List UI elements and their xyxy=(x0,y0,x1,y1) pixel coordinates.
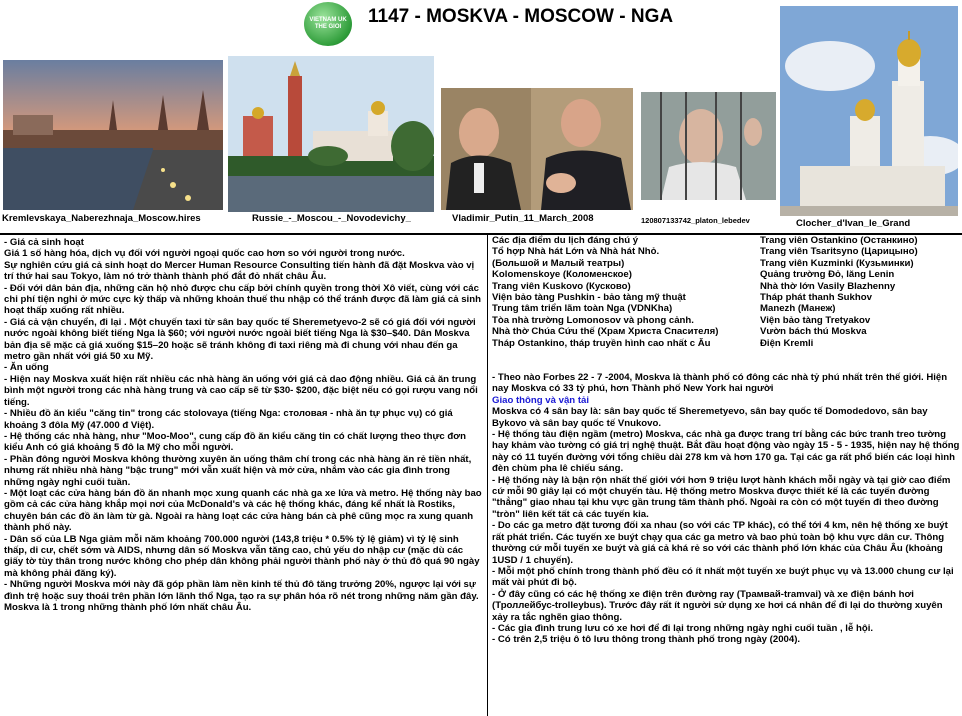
section-heading-transport: Giao thông và vận tải xyxy=(492,394,590,406)
sight-item: Trang viên Kuskovo (Кусково) xyxy=(492,280,631,292)
sight-item: Tổ hợp Nhà hát Lớn và Nhà hát Nhỏ. xyxy=(492,246,660,258)
left-paragraph: - Những người Moskva mới này đã góp phần làm nền kinh tế thủ đô tăng trưởng 20%, ngược lại với sự đình trệ hoặc suy thoái trên phần lớn lãnh thổ Nga, tạo ra sự phân hóa rõ nét trong những năm gần đây. Moskva là 1 trong những thành phố lớn nhất châu Âu. xyxy=(4,579,479,613)
right-paragraph: - Các gia đình trung lưu có xe hơi để đi lại trong những ngày nghỉ cuối tuần , lễ hội. xyxy=(492,622,874,634)
left-paragraph: - Giá cả vận chuyển, đi lại . Một chuyến taxi từ sân bay quốc tế Sheremetyevo-2 sẽ có giá đối với người nước ngoài không biết tiếng Nga là $60; với người nước ngoài biết tiếng Nga là $30–$40. Dân Moskva bản địa sẽ mặc cả giá xuống $15–20 hoặc sẽ tránh không đi taxi riêng mà đi chung với nhau đến ga metro gần nhất với giá 50 xu Mỹ. xyxy=(4,316,476,363)
logo-text-bottom: THE GIOI xyxy=(314,24,342,30)
sight-item: Viện bảo tàng Pushkin - bảo tàng mỹ thuật xyxy=(492,292,686,304)
right-paragraph: - Hệ thống tàu điện ngầm (metro) Moskva, các nhà ga được trang trí bằng các bức tranh treo tường hay khảm vào tường có giá trị nghệ thuật. Bắt đầu hoạt động vào ngày 15 - 5 - 1935, hiện nay hệ thống này có 11 tuyến đường với tổng chiều dài 278 km và hơn 170 ga. Tại các ga rất phổ biến các loại hình đèn chùm pha lê chiếu sáng. xyxy=(492,429,960,475)
sights-list-left xyxy=(492,235,754,349)
left-paragraph: - Một loạt các cửa hàng bán đồ ăn nhanh mọc xung quanh các nhà ga xe lửa và metro. Hệ thống này bao gồm cả các cửa hàng khắp mọi nơi của McDonald's và các hệ thống khác, đáng kể nhất là Rostiks, chuyên bán các đồ ăn làm từ gà. Ngoài ra hàng loạt các cửa hàng bán cà phê cũng mọc ra xung quanh thành phố này. xyxy=(4,487,482,534)
right-paragraph: - Do các ga metro đặt tương đối xa nhau (so với các TP khác), có thể tới 4 km, nên hệ thống xe buýt rất phát triển. Các tuyến xe buýt chạy qua các ga metro và bao phủ toàn bộ khu vực dân cư. Thông thường cứ mỗi tuyến xe buýt và giá cả khá rẻ so với các thành phố lớn khác của Châu Âu (khoảng 1USD / 1 chuyến). xyxy=(492,520,948,566)
left-paragraph: - Đối với dân bản địa, những căn hộ nhỏ được chu cấp bởi chính quyền trong thời Xô viết, cùng với các chi phí tiện nghi ở mức cực kỳ thấp và những khoản thuế thu nhập có thể tránh được đã làm giá cả sinh hoạt thấp xuống rất nhiều. xyxy=(4,282,481,317)
right-paragraph: - Theo nào Forbes 22 - 7 -2004, Moskva là thành phố có đông các nhà tỷ phú nhất trên thế giới. Hiện nay Moskva có 33 tỷ phú, hơn Thành phố New York hai người xyxy=(492,372,948,395)
photo-kremlin-embankment xyxy=(3,60,223,210)
sight-item: Điện Kremli xyxy=(760,337,814,349)
left-paragraph: - Nhiều đồ ăn kiểu "căng tin" trong các stolovaya (tiếng Nga: столовая - nhà ăn tự phục vụ) có giá khoảng 3 đôla Mỹ (47.000 đ Việt). xyxy=(4,408,453,431)
right-column xyxy=(492,372,960,646)
right-paragraph: - Có trên 2,5 triệu ô tô lưu thông trong thành phố trong ngày (2004). xyxy=(492,634,801,646)
sight-item: Manezh (Манеж) xyxy=(760,303,836,315)
sight-item: Tháp phát thanh Sukhov xyxy=(760,292,872,304)
caption-photo-3: Vladimir_Putin_11_March_2008 xyxy=(452,213,594,224)
left-column xyxy=(4,237,482,613)
sight-item: Trang viên Tsaritsyno (Царицыно) xyxy=(760,246,918,258)
left-paragraph: - Ăn uống xyxy=(4,362,49,374)
left-paragraph: Sự nghiên cứu giá cả sinh hoạt do Mercer Human Resource Consulting tiến hành đã đặt Moskva vào vị trí thứ hai sau Tokyo, làm nó trở thành thành phố đắt đỏ nhất châu Âu. xyxy=(4,259,475,283)
site-logo xyxy=(304,2,352,46)
sight-item: Viện bảo tàng Tretyakov xyxy=(760,314,871,326)
right-paragraph: Moskva có 4 sân bay là: sân bay quốc tế Sheremetyevo, sân bay quốc tế Domodedovo, sân bay Bykovo và sân bay quốc tế Vnukovo. xyxy=(492,406,928,429)
photo-ivan-bell-tower xyxy=(780,6,958,216)
right-paragraph: - Ở đây cũng có các hệ thống xe điện trên đường ray (Трамвай-tramvai) và xe điện bánh hơi (Троллейбус-trolleybus). Trước đây rất ít người sử dụng xe hơi cá nhân để đi lại do thường xuyên xảy ra tắc nghẽn giao thông. xyxy=(492,588,943,623)
sight-item: Tòa nhà trường Lomonosov và phong cảnh. xyxy=(492,314,694,326)
sight-item: (Большой и Малый театры) xyxy=(492,257,625,269)
sight-item: Trang viên Ostankino (Останкино) xyxy=(760,235,918,246)
sight-item: Các địa điểm du lịch đáng chú ý xyxy=(492,235,639,246)
page-title: 1147 - MOSKVA - MOSCOW - NGA xyxy=(368,6,674,27)
left-paragraph: - Phần đông người Moskva không thường xuyên ăn uống thâm chí trong các nhà hàng ăn rẻ tiền nhất, nhưng rất nhiều nhà hàng "bậc trung" mới vẫn xuất hiện và mở cửa, nhắm vào các gia đình trong những ngày nghỉ cuối tuần. xyxy=(4,453,472,488)
sight-item: Nhà thờ lớn Vasily Blazhenny xyxy=(760,280,896,292)
left-paragraph: Giá 1 số hàng hóa, dịch vụ đối với người ngoại quốc cao hơn so với người trong nước. xyxy=(4,248,405,260)
sight-item: Kolomenskoye (Коломенское) xyxy=(492,269,632,281)
photo-novodevichy xyxy=(228,56,434,212)
left-paragraph: - Hệ thống các nhà hàng, như "Moo-Moo", cung cấp đồ ăn kiểu căng tin có chất lượng theo thực đơn kiểu Anh có giá khoảng 5 đô la Mỹ cho mỗi người. xyxy=(4,430,466,454)
right-paragraph: - Hệ thống này là bận rộn nhất thế giới với hơn 9 triệu lượt hành khách mỗi ngày và tại giờ cao điểm cứ mỗi 90 giây lại có một chuyến tàu. Hệ thống metro Moskva được thiết kế là các tuyến đường "thẳng" giao nhau tại khu vực gần trung tâm thành phố. Ngoài ra còn có một tuyến đi theo đường "tròn" liên kết tất cả các tuyến kia. xyxy=(492,474,951,520)
sight-item: Trung tâm triển lãm toàn Nga (VDNKha) xyxy=(492,303,673,315)
column-divider xyxy=(487,235,488,716)
left-paragraph: - Hiện nay Moskva xuất hiện rất nhiều các nhà hàng ăn uống với giá cả dao động nhiều. Giá cả ăn trung bình một người trong các nhà hàng trung và cao cấp sẽ từ $30- $200, đặc biệt nếu có gọi rượu vang nổi tiếng. xyxy=(4,373,478,408)
sight-item: Trang viên Kuzminki (Кузьминки) xyxy=(760,257,914,269)
left-paragraph: - Giá cả sinh hoạt xyxy=(4,237,84,248)
caption-photo-5: Clocher_d'Ivan_le_Grand xyxy=(796,218,911,229)
photo-putin xyxy=(441,88,633,210)
sight-item: Vườn bách thú Moskva xyxy=(760,326,867,338)
sight-item: Tháp Ostankino, tháp truyền hình cao nhất c Âu xyxy=(492,337,711,349)
right-paragraph: - Mỗi một phố chính trong thành phố đều có ít nhất một tuyến xe buýt phục vụ và 13.000 chung cư lại mất vài phút đi bộ. xyxy=(492,565,954,589)
sights-list-right xyxy=(760,235,960,349)
sight-item: Quảng trường Đỏ, lăng Lenin xyxy=(760,269,895,281)
sight-item: Nhà thờ Chúa Cứu thế (Храм Христа Спасителя) xyxy=(492,326,719,338)
caption-photo-4: 120807133742_platon_lebedev xyxy=(641,216,750,225)
caption-photo-2: Russie_-_Moscou_-_Novodevichy_ xyxy=(252,213,411,224)
photo-lebedev xyxy=(641,92,776,200)
left-paragraph: - Dân số của LB Nga giảm mỗi năm khoảng 700.000 người (143,8 triệu * 0.5% tỷ lệ giảm) vì tỷ lệ sinh thấp, di cư, chết sớm và AIDS, nhưng dân số Moskva vẫn tăng cao, chủ yếu do nhập cư (mặc dù các giấy tờ tùy thân trong nước không cho phép dân không phải người thành phố này ở thủ đô quá 90 ngày mà không phải đăng ký). xyxy=(4,533,480,579)
logo-text-top: VIETNAM UK xyxy=(309,17,347,23)
caption-photo-1: Kremlevskaya_Naberezhnaja_Moscow.hires xyxy=(2,213,201,224)
